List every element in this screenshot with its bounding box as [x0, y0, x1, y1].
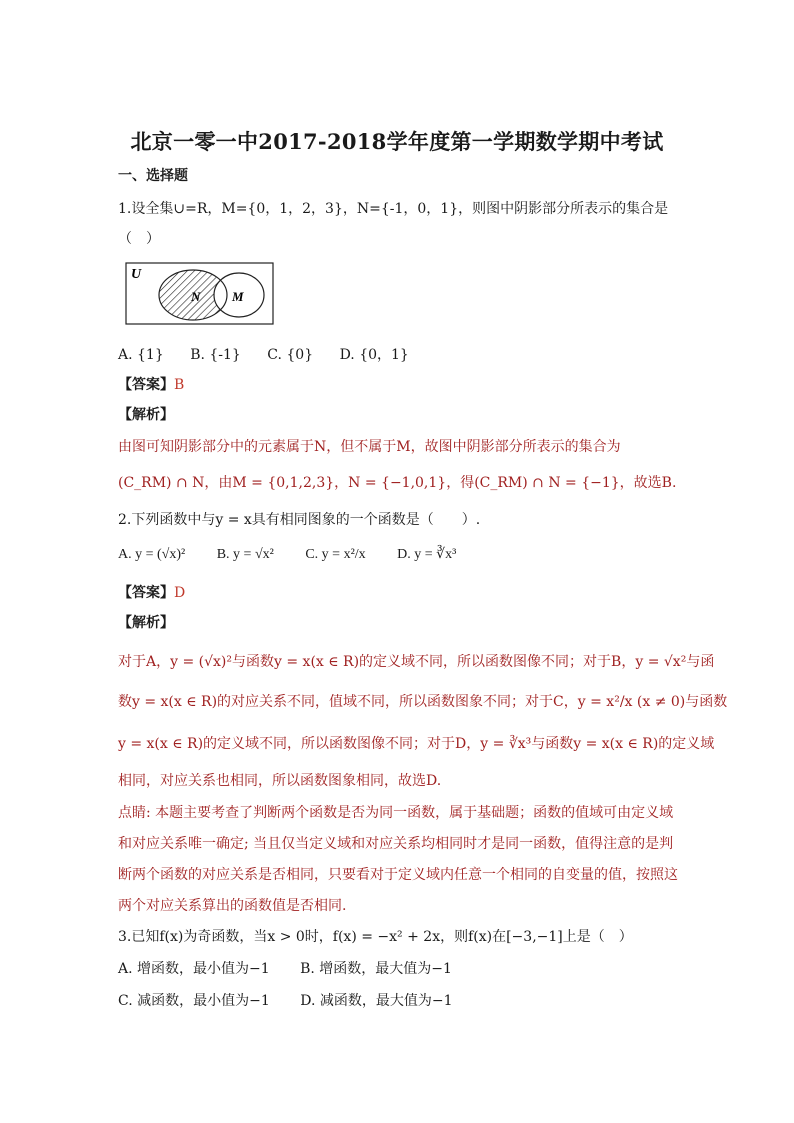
q1-option-d: D. {0，1} — [339, 347, 409, 363]
label-m: M — [232, 289, 244, 304]
page-title: 北京一零一中2017-2018学年度第一学期数学期中考试 — [130, 129, 664, 154]
q2-answer: 【答案】D — [118, 585, 186, 601]
section-heading: 一、选择题 — [118, 168, 188, 184]
q3-stem: 3.已知f(x)为奇函数，当x > 0时，f(x) = −x² + 2x，则f(x)在[−3,−1]上是（ ） — [118, 929, 633, 945]
q1-answer: 【答案】B — [118, 377, 185, 393]
q1-analysis-line: (C_RM) ∩ N，由M = {0,1,2,3}，N = {−1,0,1}，得(C_RM) ∩ N = {−1}，故选B. — [118, 475, 677, 491]
q1-option-c: C. {0} — [267, 347, 314, 363]
q2-option-a: A. y = (√x)² — [118, 547, 186, 562]
q2-analysis-tag: 【解析】 — [118, 615, 174, 631]
q1-paren: （ ） — [118, 231, 160, 247]
q2-analysis-line: 对于A，y = (√x)²与函数y = x(x ∈ R)的定义域不同，所以函数图像不同；对于B，y = √x²与函 — [118, 654, 715, 670]
q2-note-line: 点睛: 本题主要考查了判断两个函数是否为同一函数，属于基础题；函数的值域可由定义域 — [118, 805, 674, 821]
q2-stem: 2.下列函数中与y = x具有相同图象的一个函数是（ ）. — [118, 512, 481, 528]
q2-note-line: 两个对应关系算出的函数值是否相同. — [118, 898, 347, 914]
q1-options — [118, 344, 431, 364]
q3-option-d: D. 减函数，最大值为−1 — [300, 993, 453, 1009]
label-n: N — [191, 289, 201, 304]
q3-options-row1 — [118, 958, 474, 978]
q1-option-a: A. {1} — [118, 347, 164, 363]
q2-analysis-line: y = x(x ∈ R)的定义域不同，所以函数图像不同；对于D，y = ∛x³与函数y = x(x ∈ R)的定义域 — [118, 736, 715, 752]
q1-option-b: B. {-1} — [190, 347, 241, 363]
q2-analysis-line: 相同，对应关系也相同，所以函数图象相同，故选D. — [118, 773, 442, 789]
q2-answer-value: D — [174, 585, 186, 601]
q2-option-b: B. y = √x² — [216, 547, 274, 562]
q2-analysis-line: 数y = x(x ∈ R)的对应关系不同，值域不同，所以函数图象不同；对于C，y = x²/x (x ≠ 0)与函数 — [118, 694, 728, 710]
q1-analysis-tag: 【解析】 — [118, 407, 174, 423]
venn-diagram — [125, 262, 275, 326]
q2-option-d: D. y = ∛x³ — [397, 547, 457, 562]
q2-options — [118, 546, 478, 563]
q2-option-c: C. y = x²/x — [305, 547, 366, 562]
q2-note-line: 断两个函数的对应关系是否相同，只要看对于定义域内任意一个相同的自变量的值，按照这 — [118, 867, 678, 883]
q2-note-line: 和对应关系唯一确定; 当且仅当定义域和对应关系均相同时才是同一函数，值得注意的是判 — [118, 836, 674, 852]
q1-answer-value: B — [174, 377, 185, 393]
q3-option-a: A. 增函数，最小值为−1 — [118, 961, 270, 977]
q3-option-c: C. 减函数，最小值为−1 — [118, 993, 270, 1009]
q3-options-row2 — [118, 990, 474, 1010]
q1-analysis-line: 由图可知阴影部分中的元素属于N，但不属于M，故图中阴影部分所表示的集合为 — [118, 439, 621, 455]
q3-option-b: B. 增函数，最大值为−1 — [300, 961, 452, 977]
label-u: U — [131, 267, 142, 282]
q1-stem: 1.设全集∪=R，M={0，1，2，3}，N={-1，0，1}，则图中阴影部分所表示的集合是 — [118, 201, 669, 217]
